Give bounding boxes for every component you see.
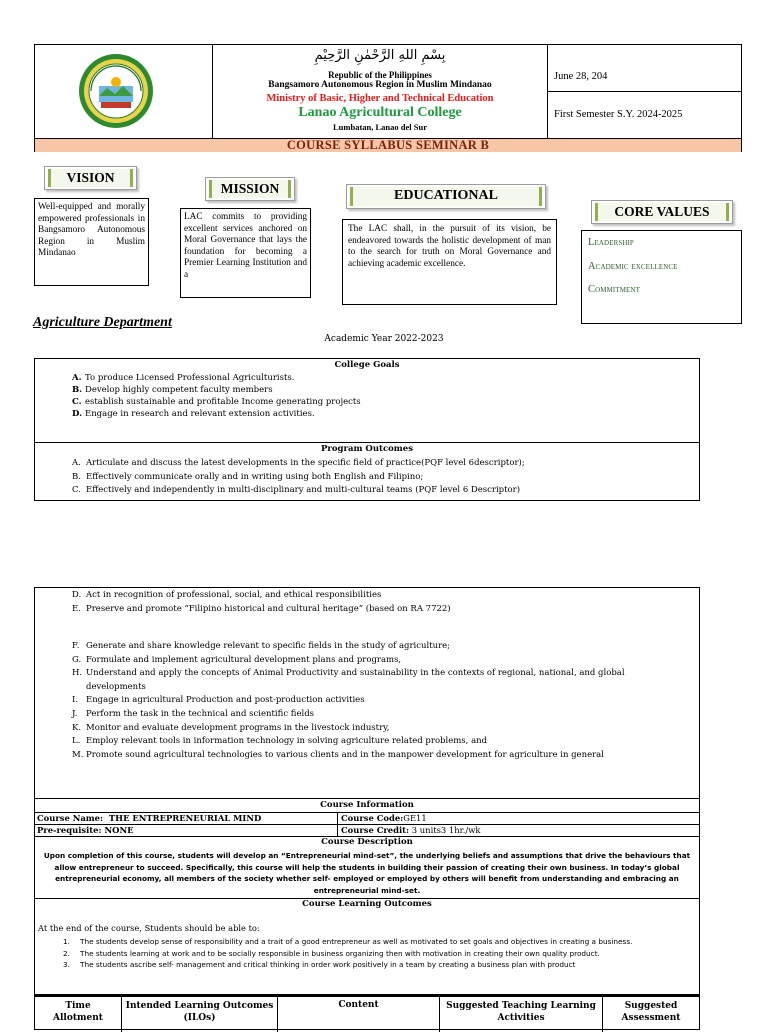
list-item: I. Engage in agricultural Production and post-production activities [72, 695, 365, 706]
list-item: H. Understand and apply the concepts of Animal Productivity and sustainability in the contexts of regional, national, and global [72, 668, 625, 679]
core-values-label: CORE VALUES [591, 200, 733, 224]
mission-label: MISSION [205, 177, 295, 201]
list-item: K. Monitor and evaluate development programs in the livestock industry, [72, 722, 390, 733]
list-item: A. To produce Licensed Professional Agriculturists. [72, 373, 295, 383]
learning-outcomes-list [63, 936, 632, 971]
mission-text: LAC commits to providing excellent services anchored on Moral Governance that lays the foundation for becoming a Premier Learning Institution and a [180, 208, 311, 298]
department-title: Agriculture Department [33, 315, 172, 330]
core-value-item: Commitment [588, 284, 640, 296]
arabic-calligraphy: بِسْمِ اللهِ الرَّحْمٰنِ الرَّحِيْمِ [314, 48, 446, 63]
course-credit: Course Credit: 3 units3 1hr./wk [341, 825, 481, 835]
col-teaching-activities: Suggested Teaching Learning Activities [446, 1001, 596, 1023]
list-item: M. Promote sound agricultural technologies to various clients and in the manpower development for agriculture in general [72, 749, 604, 760]
list-item: B. Effectively communicate orally and in writing using both English and Filipino; [72, 471, 424, 482]
college-seal-logo [77, 52, 155, 130]
course-info-table [34, 798, 700, 995]
vision-label: VISION [44, 166, 137, 190]
educational-label: EDUCATIONAL [346, 184, 546, 209]
col-ilos: Intended Learning Outcomes (ILOs) [125, 1001, 274, 1023]
list-item: F. Generate and share knowledge relevant to specific fields in the study of agriculture; [72, 641, 451, 651]
list-item: J. Perform the task in the technical and scientific fields [72, 708, 314, 719]
list-item: G. Formulate and implement agricultural development plans and programs, [72, 654, 402, 665]
ministry-line: Ministry of Basic, Higher and Technical Education [266, 93, 494, 104]
date-cell: June 28, 204 [554, 71, 608, 82]
program-outcomes-continued [34, 587, 700, 798]
list-item: D. Act in recognition of professional, social, and ethical responsibilities [72, 590, 382, 600]
list-item: B. Develop highly competent faculty members [72, 385, 273, 395]
learning-outcomes-title: Course Learning Outcomes [302, 899, 432, 909]
course-info-title: Course Information [320, 800, 414, 810]
course-code: Course Code:GE11 [341, 813, 427, 823]
col-content: Content [338, 1000, 379, 1010]
col-assessment: Suggested Assessment [621, 1001, 681, 1023]
prerequisite: Pre-requisite: NONE [37, 825, 134, 835]
list-item: A. Articulate and discuss the latest developments in the specific field of practice(PQF level 6descriptor); [72, 458, 525, 468]
college-location: Lumbatan, Lanao del Sur [333, 122, 427, 132]
course-description-text: Upon completion of this course, students will develop an “Entrepreneurial mind-set”, the underlying beliefs and assumptions that drive the behaviours that allow entrepreneur to succeed. Specifically, this course will help the students in building their passion of creating their own business. In today’s global entrepreneurial economy, all members of the society whether self- employed or employed by others will benefit from understanding and embracing an entrepreneurial mind-set. [43, 851, 691, 896]
list-item: E. Preserve and promote “Filipino historical and cultural heritage” (based on RA 7722) [72, 604, 451, 614]
vision-text: Well-equipped and morally empowered professionals in Bangsamoro Autonomous Region in Muslim Mindanao [34, 198, 149, 286]
program-outcomes-title: Program Outcomes [321, 444, 413, 454]
col-time-allotment: Time Allotment [53, 1001, 103, 1023]
goals-outcomes-table [34, 358, 700, 501]
learning-outcomes-intro: At the end of the course, Students should be able to: [38, 923, 260, 933]
core-values-box [581, 230, 742, 324]
list-item: C. establish sustainable and profitable Income generating projects [72, 397, 361, 407]
list-item: 2. The students learning at work and to be socially responsible in business organizing then with motivation in creating their own quality product. [63, 948, 600, 958]
header-table [34, 44, 742, 152]
semester-cell: First Semester S.Y. 2024-2025 [554, 109, 683, 120]
region-line: Bangsamoro Autonomous Region in Muslim Mindanao [268, 80, 492, 90]
core-value-item: Leadership [588, 237, 634, 248]
list-item: D. Engage in research and relevant extension activities. [72, 409, 315, 419]
college-goals-list [72, 372, 361, 420]
program-outcomes-list [72, 457, 525, 498]
course-name: Course Name: THE ENTREPRENEURIAL MIND [37, 813, 262, 823]
list-item: 1. The students develop sense of responsibility and a trait of a good entrepreneur as well as motivated to set goals and objectives in creating a business. [63, 937, 633, 946]
list-item: L. Employ relevant tools in information technology in solving agriculture related problems, and [72, 736, 488, 747]
academic-year: Academic Year 2022-2023 [324, 334, 444, 344]
course-description-title: Course Description [321, 837, 413, 847]
college-name: Lanao Agricultural College [298, 105, 462, 120]
list-item: developments [86, 681, 146, 692]
course-syllabus-title: COURSE SYLLABUS SEMINAR B [35, 139, 741, 152]
core-value-item: Academic excellence [588, 260, 678, 272]
syllabus-table-header [34, 995, 700, 1030]
list-item: 3. The students ascribe self- management and critical thinking in order work positively in a team by creating a business plan with product [63, 960, 576, 969]
educational-text: The LAC shall, in the pursuit of its vision, be endeavored towards the holistic development of man to the search for truth on Moral Governance and achieving academic excellence. [342, 219, 557, 305]
list-item: C. Effectively and independently in multi-disciplinary and multi-cultural teams (PQF level 6 Descriptor) [72, 485, 521, 495]
republic-line: Republic of the Philippines [328, 70, 432, 80]
college-goals-title: College Goals [334, 360, 400, 370]
